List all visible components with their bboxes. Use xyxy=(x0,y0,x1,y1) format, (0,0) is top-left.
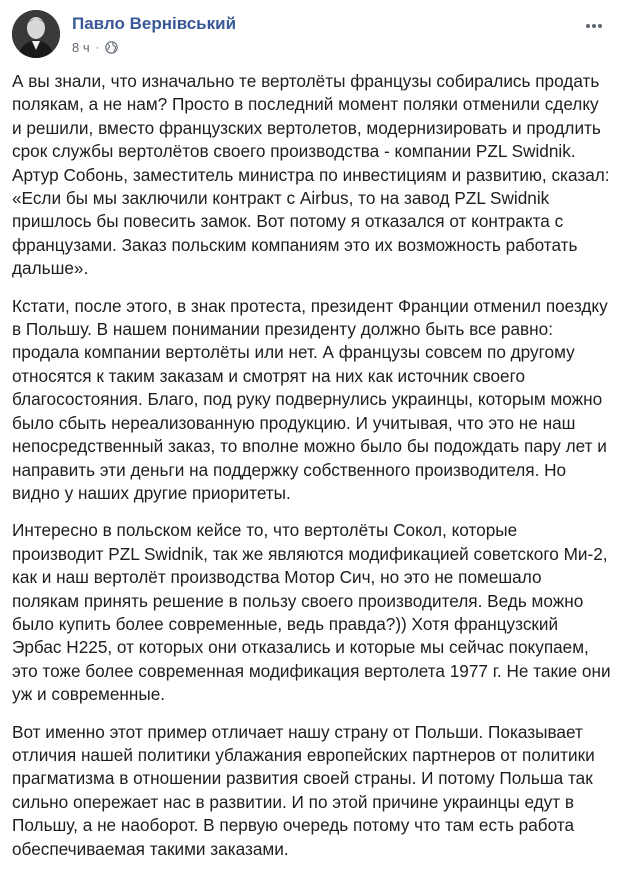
post-paragraph: Вот именно этот пример отличает нашу страну от Польши. Показывает отличия нашей политики ублажания европейских партнеров от политики прагматизма в отношении развития своей страны. И потому Польша так сильно опережает нас в развитии. И по этой причине украинцы едут в Польшу, а не наоборот. В первую очередь потому что там есть работа обеспечиваемая такими заказами. xyxy=(12,721,595,859)
post-timestamp[interactable]: 8 ч xyxy=(72,40,90,55)
meta-separator: · xyxy=(95,41,100,54)
author-name[interactable]: Павло Вернівський xyxy=(72,14,237,33)
post-paragraph: А вы знали, что изначально те вертолёты французы собирались продать полякам, а не нам? Просто в последний момент поляки отменили сделку и решили, вместо французских вертолетов, модернизировать и продлить срок службы вертолётов своего производства - компании PZL Swidnik. Артур Собонь, заместитель министра по инвестициям и развитию, сказал: «Если бы мы заключили контракт с Airbus, то на завод PZL Swidnik пришлось бы повесить замок. Вот потому я отказался от контракта с французами. Заказ польским компаниям это их возможность работать дальше». xyxy=(12,71,610,279)
post-body xyxy=(12,70,612,875)
avatar[interactable] xyxy=(12,10,60,58)
avatar-photo xyxy=(12,10,60,58)
post-paragraph: Интересно в польском кейсе то, что вертолёты Сокол, которые производит PZL Swidnik, так же являются модификацией советского Ми-2, как и наш вертолёт производства Мотор Сич, но это не помешало полякам принять решение в пользу своего производителя. Ведь можно было купить более современные, ведь правда?)) Хотя французский Эрбас H225, от которых они отказались и которые мы сейчас покупаем, это тоже более современная модификация вертолета 1977 г. Не такие они уж и современные. xyxy=(12,520,611,705)
more-options-icon[interactable] xyxy=(582,16,606,36)
globe-icon[interactable] xyxy=(105,41,118,54)
post-meta xyxy=(72,40,118,55)
post-header xyxy=(12,10,608,60)
post-paragraph: Кстати, после этого, в знак протеста, президент Франции отменил поездку в Польшу. В нашем понимании президенту должно быть все равно: продала компании вертолёты или нет. А французы совсем по другому относятся к таким заказам и смотрят на них как источник своего благосостояния. Благо, под руку подвернулись украинцы, которым можно было сбыть нереализованную продукцию. И учитывая, что это не наш непосредственный заказ, то вполне можно было бы подождать пару лет и направить эти деньги на поддержку собственного производителя. Но видно у наших другие приоритеты. xyxy=(12,295,608,503)
